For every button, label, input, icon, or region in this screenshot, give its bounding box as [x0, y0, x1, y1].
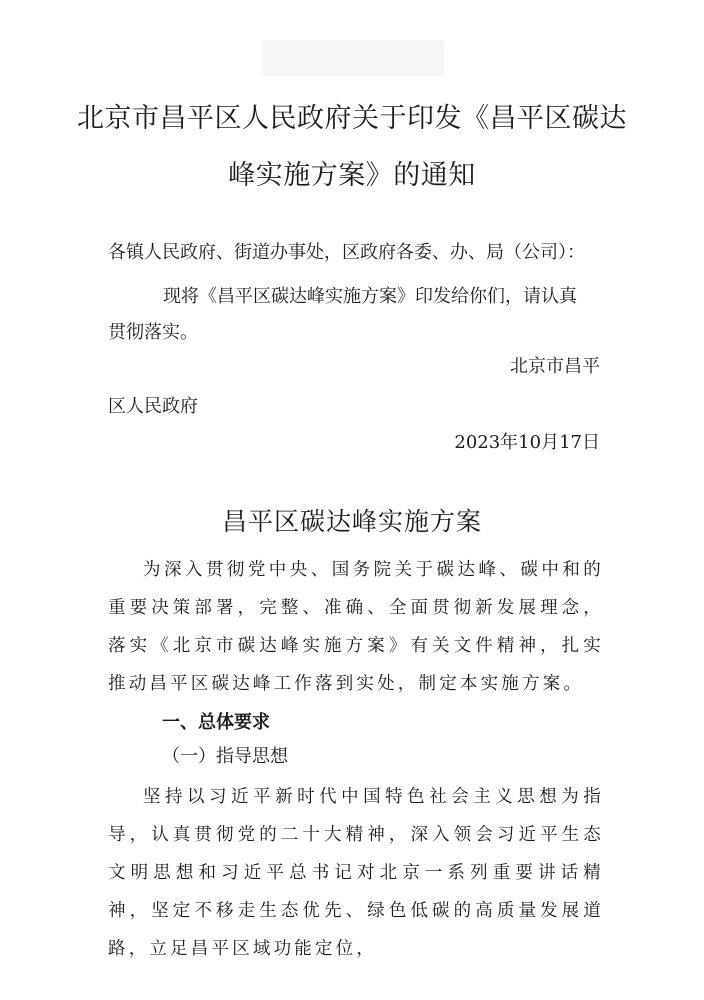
section1-heading: 一、总体要求: [162, 712, 270, 733]
faded-header-mark: [262, 40, 444, 76]
plan-title: 昌平区碳达峰实施方案: [221, 507, 482, 536]
issuer-line1: 北京市昌平: [510, 356, 600, 377]
subsection1-heading: （一）指导思想: [162, 746, 288, 767]
issuer-line2: 区人民政府: [108, 396, 198, 417]
notice-title-line2: 峰实施方案》的通知: [228, 160, 476, 191]
guiding-paragraph: 坚持以习近平新时代中国特色社会主义思想为指导，认真贯彻党的二十大精神，深入领会习近平生态文明思想和习近平总书记对北京一系列重要讲话精神，坚定不移走生态优先、绿色低碳的高质量发展道路，立足昌平区域功能定位，: [108, 787, 604, 959]
notice-body-line2: 贯彻落实。: [108, 322, 198, 343]
plan-intro-paragraph: 为深入贯彻党中央、国务院关于碳达峰、碳中和的重要决策部署，完整、准确、全面贯彻新发展理念，落实《北京市碳达峰实施方案》有关文件精神，扎实推动昌平区碳达峰工作落到实处，制定本实施方案。: [108, 560, 604, 694]
notice-date: 2023年10月17日: [454, 432, 600, 453]
notice-title-line1: 北京市昌平区人民政府关于印发《昌平区碳达: [77, 103, 627, 134]
notice-recipients: 各镇人民政府、街道办事处，区政府各委、办、局（公司）：: [108, 242, 585, 263]
notice-body-line1: 现将《昌平区碳达峰实施方案》印发给你们，请认真: [163, 286, 577, 307]
